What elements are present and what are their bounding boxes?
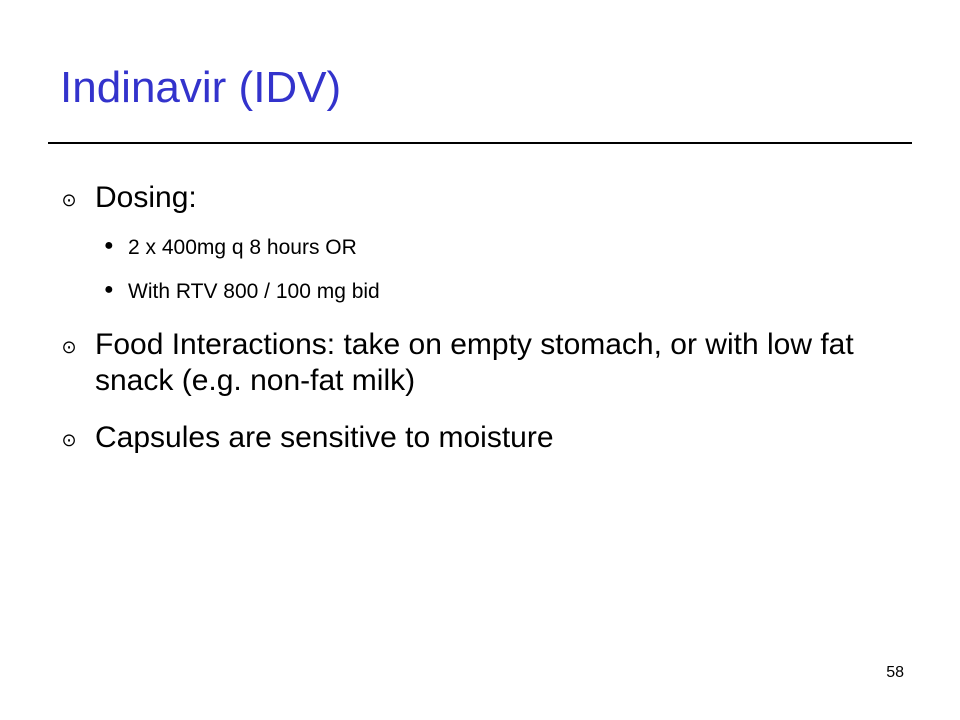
sub-bullet-text: 2 x 400mg q 8 hours OR <box>128 236 357 259</box>
bullet-text: Food Interactions: take on empty stomach, or with low fat snack (e.g. non-fat milk) <box>95 328 854 397</box>
bullet-circle-dot-icon: ⊙ <box>61 430 77 450</box>
bullet-circle-dot-icon: ⊙ <box>61 337 77 357</box>
bullet-filled-dot-icon: ● <box>104 281 114 298</box>
bullet-circle-dot-icon: ⊙ <box>61 190 77 210</box>
sub-bullet-text: With RTV 800 / 100 mg bid <box>128 280 380 303</box>
page-number: 58 <box>886 664 904 681</box>
slide-title: Indinavir (IDV) <box>60 63 342 112</box>
bullet-text: Capsules are sensitive to moisture <box>95 421 554 454</box>
bullet-text: Dosing: <box>95 181 197 214</box>
bullet-filled-dot-icon: ● <box>104 237 114 254</box>
